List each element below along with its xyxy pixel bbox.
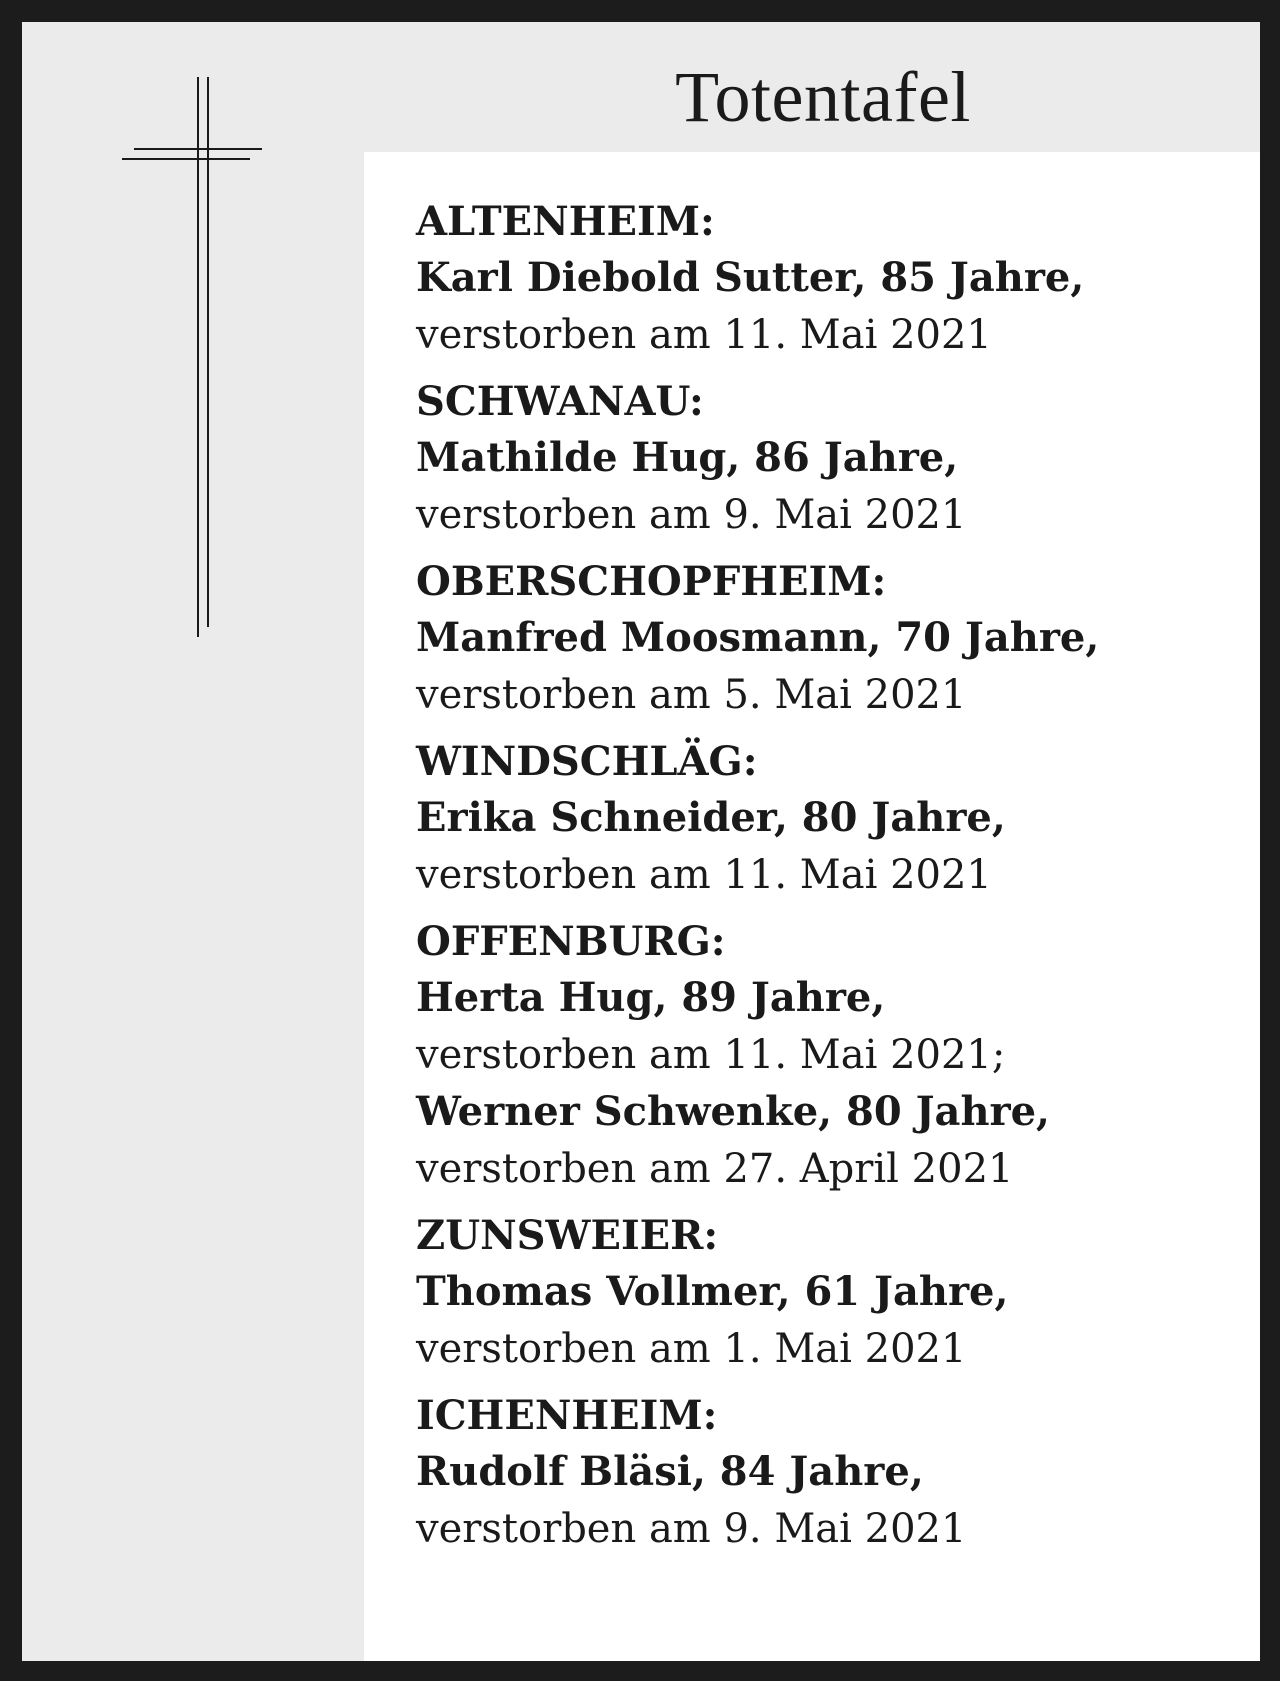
- entry-death-date: verstorben am 5. Mai 2021: [416, 672, 967, 718]
- obituary-entry: [416, 1388, 1230, 1558]
- christian-cross-icon: [122, 77, 262, 647]
- entry-death-date: verstorben am 11. Mai 2021;: [416, 1032, 1006, 1078]
- entry-place: ALTENHEIM:: [416, 198, 715, 245]
- entry-death-date: verstorben am 27. April 2021: [416, 1146, 1014, 1192]
- entry-death-date: verstorben am 11. Mai 2021: [416, 852, 992, 898]
- obituary-entry: [416, 734, 1230, 904]
- obituary-entry: [416, 554, 1230, 724]
- obituary-entry: [416, 1208, 1230, 1378]
- entry-place: SCHWANAU:: [416, 378, 704, 425]
- entry-person-name: Thomas Vollmer, 61 Jahre,: [416, 1268, 1009, 1315]
- entry-place: WINDSCHLÄG:: [416, 738, 758, 785]
- obituary-entry: [416, 374, 1230, 544]
- entries-list: [416, 194, 1230, 1568]
- obituary-entry: [416, 914, 1230, 1198]
- entry-person-name: Rudolf Bläsi, 84 Jahre,: [416, 1448, 924, 1495]
- entry-place: ZUNSWEIER:: [416, 1212, 719, 1259]
- entry-place: OFFENBURG:: [416, 918, 726, 965]
- entries-panel: [364, 152, 1260, 1661]
- entry-death-date: verstorben am 1. Mai 2021: [416, 1326, 967, 1372]
- entry-person-name: Herta Hug, 89 Jahre,: [416, 974, 886, 1021]
- entry-place: ICHENHEIM:: [416, 1392, 718, 1439]
- entry-death-date: verstorben am 11. Mai 2021: [416, 312, 992, 358]
- entry-person-name: Mathilde Hug, 86 Jahre,: [416, 434, 959, 481]
- entry-death-date: verstorben am 9. Mai 2021: [416, 1506, 967, 1552]
- obituary-entry: [416, 194, 1230, 364]
- obituary-notice: [22, 22, 1260, 1661]
- entry-person-name: Werner Schwenke, 80 Jahre,: [416, 1088, 1050, 1135]
- page-title: Totentafel: [675, 57, 971, 137]
- entry-death-date: verstorben am 9. Mai 2021: [416, 492, 967, 538]
- entry-person-name: Manfred Moosmann, 70 Jahre,: [416, 614, 1100, 661]
- entry-place: OBERSCHOPFHEIM:: [416, 558, 887, 605]
- entry-person-name: Erika Schneider, 80 Jahre,: [416, 794, 1006, 841]
- entry-person-name: Karl Diebold Sutter, 85 Jahre,: [416, 254, 1085, 301]
